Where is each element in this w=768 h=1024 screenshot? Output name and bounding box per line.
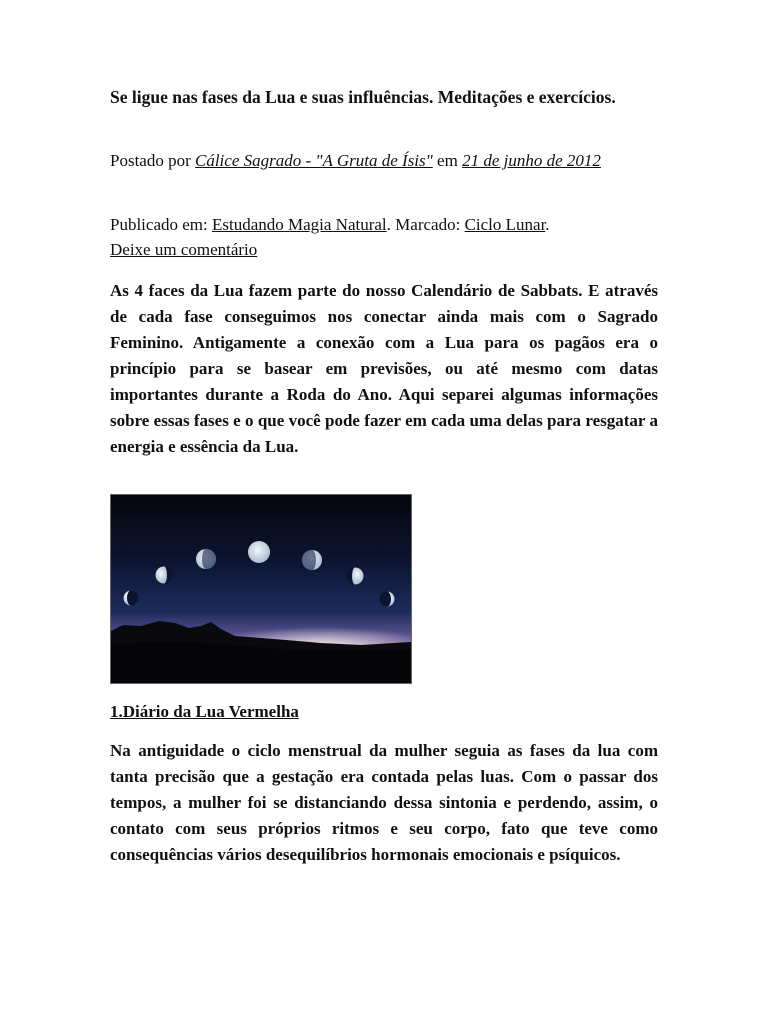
author-link[interactable]: Cálice Sagrado - "A Gruta de Ísis" (195, 151, 433, 170)
moon-phase-6 (347, 568, 364, 585)
comment-link[interactable]: Deixe um comentário (110, 240, 258, 259)
post-byline (110, 148, 658, 173)
moon-phase-1 (124, 591, 139, 606)
date-link[interactable]: 21 de junho de 2012 (462, 151, 601, 170)
posted-by-label: Postado por (110, 151, 195, 170)
section-paragraph: Na antiguidade o ciclo menstrual da mulher seguia as fases da lua com tanta precisão que a gestação era contada pelas luas. Com o passar dos tempos, a mulher foi se distanciando dessa sintonia e perdendo, assim, o contato com seus próprios ritmos e seu corpo, fato que teve como consequências vários desequilíbrios hormonais emocionais e psíquicos. (110, 741, 658, 864)
moon-phase-7 (380, 592, 395, 607)
moon-phases-image (110, 494, 412, 684)
section-heading: 1.Diário da Lua Vermelha (110, 702, 299, 721)
post-taxonomy (110, 212, 658, 262)
published-label: Publicado em: (110, 215, 212, 234)
moon-phase-2 (156, 567, 173, 584)
moon-phase-3 (196, 549, 216, 569)
moon-phase-4 (248, 541, 270, 563)
post-title: Se ligue nas fases da Lua e suas influências. Meditações e exercícios. (110, 87, 616, 107)
tag-suffix: . (545, 215, 550, 234)
moon-phase-5 (302, 550, 322, 570)
category-link[interactable]: Estudando Magia Natural (211, 215, 387, 234)
intro-paragraph: As 4 faces da Lua fazem parte do nosso Calendário de Sabbats. E através de cada fase conseguimos nos conectar ainda mais com o Sagrado Feminino. Antigamente a conexão com a Lua para os pagãos era o princípio para se basear em previsões, ou até mesmo com datas importantes durante a Roda do Ano. Aqui separei algumas informações sobre essas fases e o que você pode fazer em cada uma delas para resgatar a energia e essência da Lua. (110, 281, 658, 456)
tag-label: . Marcado: (386, 215, 465, 234)
tag-link[interactable]: Ciclo Lunar (464, 215, 546, 234)
date-label: em (432, 151, 463, 170)
